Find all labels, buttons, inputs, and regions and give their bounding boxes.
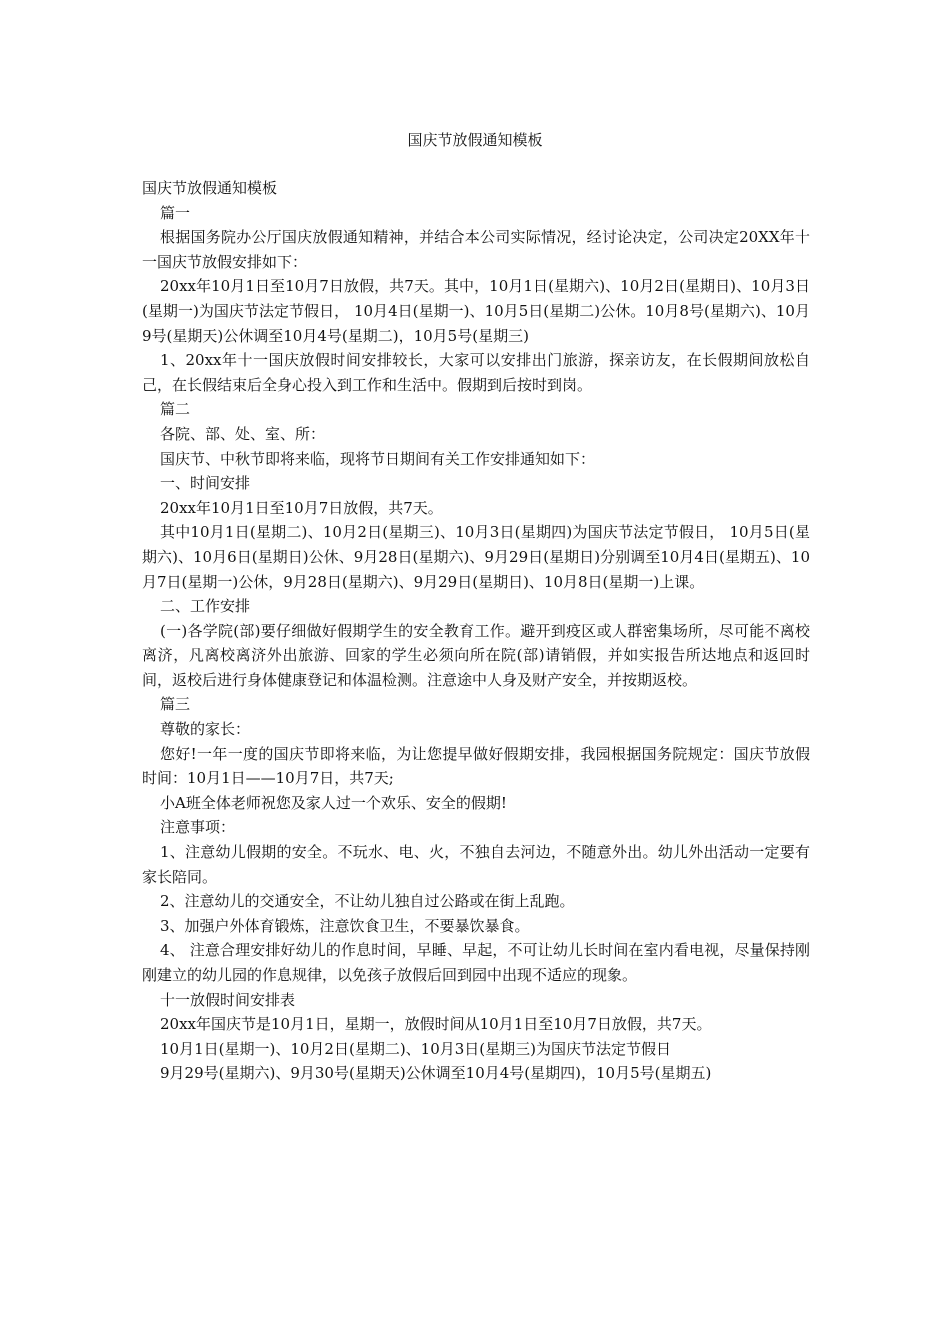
paragraph: 小A班全体老师祝您及家人过一个欢乐、安全的假期!: [160, 793, 507, 812]
paragraph: 篇三: [160, 695, 191, 714]
paragraph: 二、工作安排: [160, 597, 251, 616]
paragraph: 根据国务院办公厅国庆放假通知精神，并结合本公司实际情况，经讨论决定，公司决定20XX年十一国庆节放假安排如下：: [142, 228, 810, 271]
paragraph: 9月29号(星期六)、9月30号(星期天)公休调至10月4号(星期四)，10月5号(星期五): [160, 1064, 712, 1083]
paragraph: 3、加强户外体育锻炼，注意饮食卫生，不要暴饮暴食。: [160, 916, 530, 935]
paragraph: 20xx年10月1日至10月7日放假，共7天。: [160, 498, 443, 517]
paragraph: (一)各学院(部)要仔细做好假期学生的安全教育工作。避开到疫区或人群密集场所，尽可能不离校离济，凡离校离济外出旅游、回家的学生必须向所在院(部)请销假，并如实报告所达地点和返回时间，返校后进行身体健康登记和体温检测。注意途中人身及财产安全，并按期返校。: [142, 621, 810, 689]
paragraph: 2、注意幼儿的交通安全，不让幼儿独自过公路或在街上乱跑。: [160, 892, 575, 911]
paragraph: 您好!一年一度的国庆节即将来临，为让您提早做好假期安排，我园根据国务院规定：国庆节放假时间：10月1日——10月7日，共7天;: [142, 744, 810, 788]
paragraph: 1、注意幼儿假期的安全。不玩水、电、火，不独自去河边，不随意外出。幼儿外出活动一定要有家长陪同。: [142, 843, 810, 886]
paragraph: 各院、部、处、室、所：: [160, 424, 326, 443]
paragraph: 篇二: [160, 400, 191, 419]
paragraph: 4、 注意合理安排好幼儿的作息时间，早睡、早起，不可让幼儿长时间在室内看电视，尽量保持刚刚建立的幼儿园的作息规律，以免孩子放假后回到园中出现不适应的现象。: [142, 941, 810, 984]
document-body: [142, 176, 810, 1086]
paragraph: 其中10月1日(星期二)、10月2日(星期三)、10月3日(星期四)为国庆节法定节假日， 10月5日(星期六)、10月6日(星期日)公休、9月28日(星期六)、9月29日(星期日)分别调至10月4日(星期五)、10月7日(星期一)公休，9月28日(星期六)、9月29日(星期日)、10月8日(星期一)上课。: [142, 523, 810, 591]
paragraph: 国庆节、中秋节即将来临，现将节日期间有关工作安排通知如下：: [160, 449, 596, 468]
paragraph: 篇一: [160, 203, 191, 222]
paragraph: 20xx年10月1日至10月7日放假，共7天。其中，10月1日(星期六)、10月2日(星期日)、10月3日(星期一)为国庆节法定节假日， 10月4日(星期一)、10月5日(星期二)公休。10月8号(星期六)、10月9号(星期天)公休调至10月4号(星期二)，10月5号(星期三): [142, 277, 810, 345]
paragraph: 10月1日(星期一)、10月2日(星期二)、10月3日(星期三)为国庆节法定节假日: [160, 1039, 672, 1058]
paragraph: 1、20xx年十一国庆放假时间安排较长，大家可以安排出门旅游，探亲访友，在长假期间放松自己，在长假结束后全身心投入到工作和生活中。假期到后按时到岗。: [142, 351, 810, 394]
paragraph: 国庆节放假通知模板: [142, 179, 278, 197]
document-title: 国庆节放假通知模板: [407, 131, 543, 149]
paragraph: 一、时间安排: [160, 474, 251, 493]
paragraph: 十一放假时间安排表: [160, 990, 296, 1009]
paragraph: 尊敬的家长：: [160, 720, 251, 739]
paragraph: 注意事项：: [160, 818, 236, 837]
paragraph: 20xx年国庆节是10月1日，星期一，放假时间从10月1日至10月7日放假，共7天。: [160, 1015, 712, 1034]
